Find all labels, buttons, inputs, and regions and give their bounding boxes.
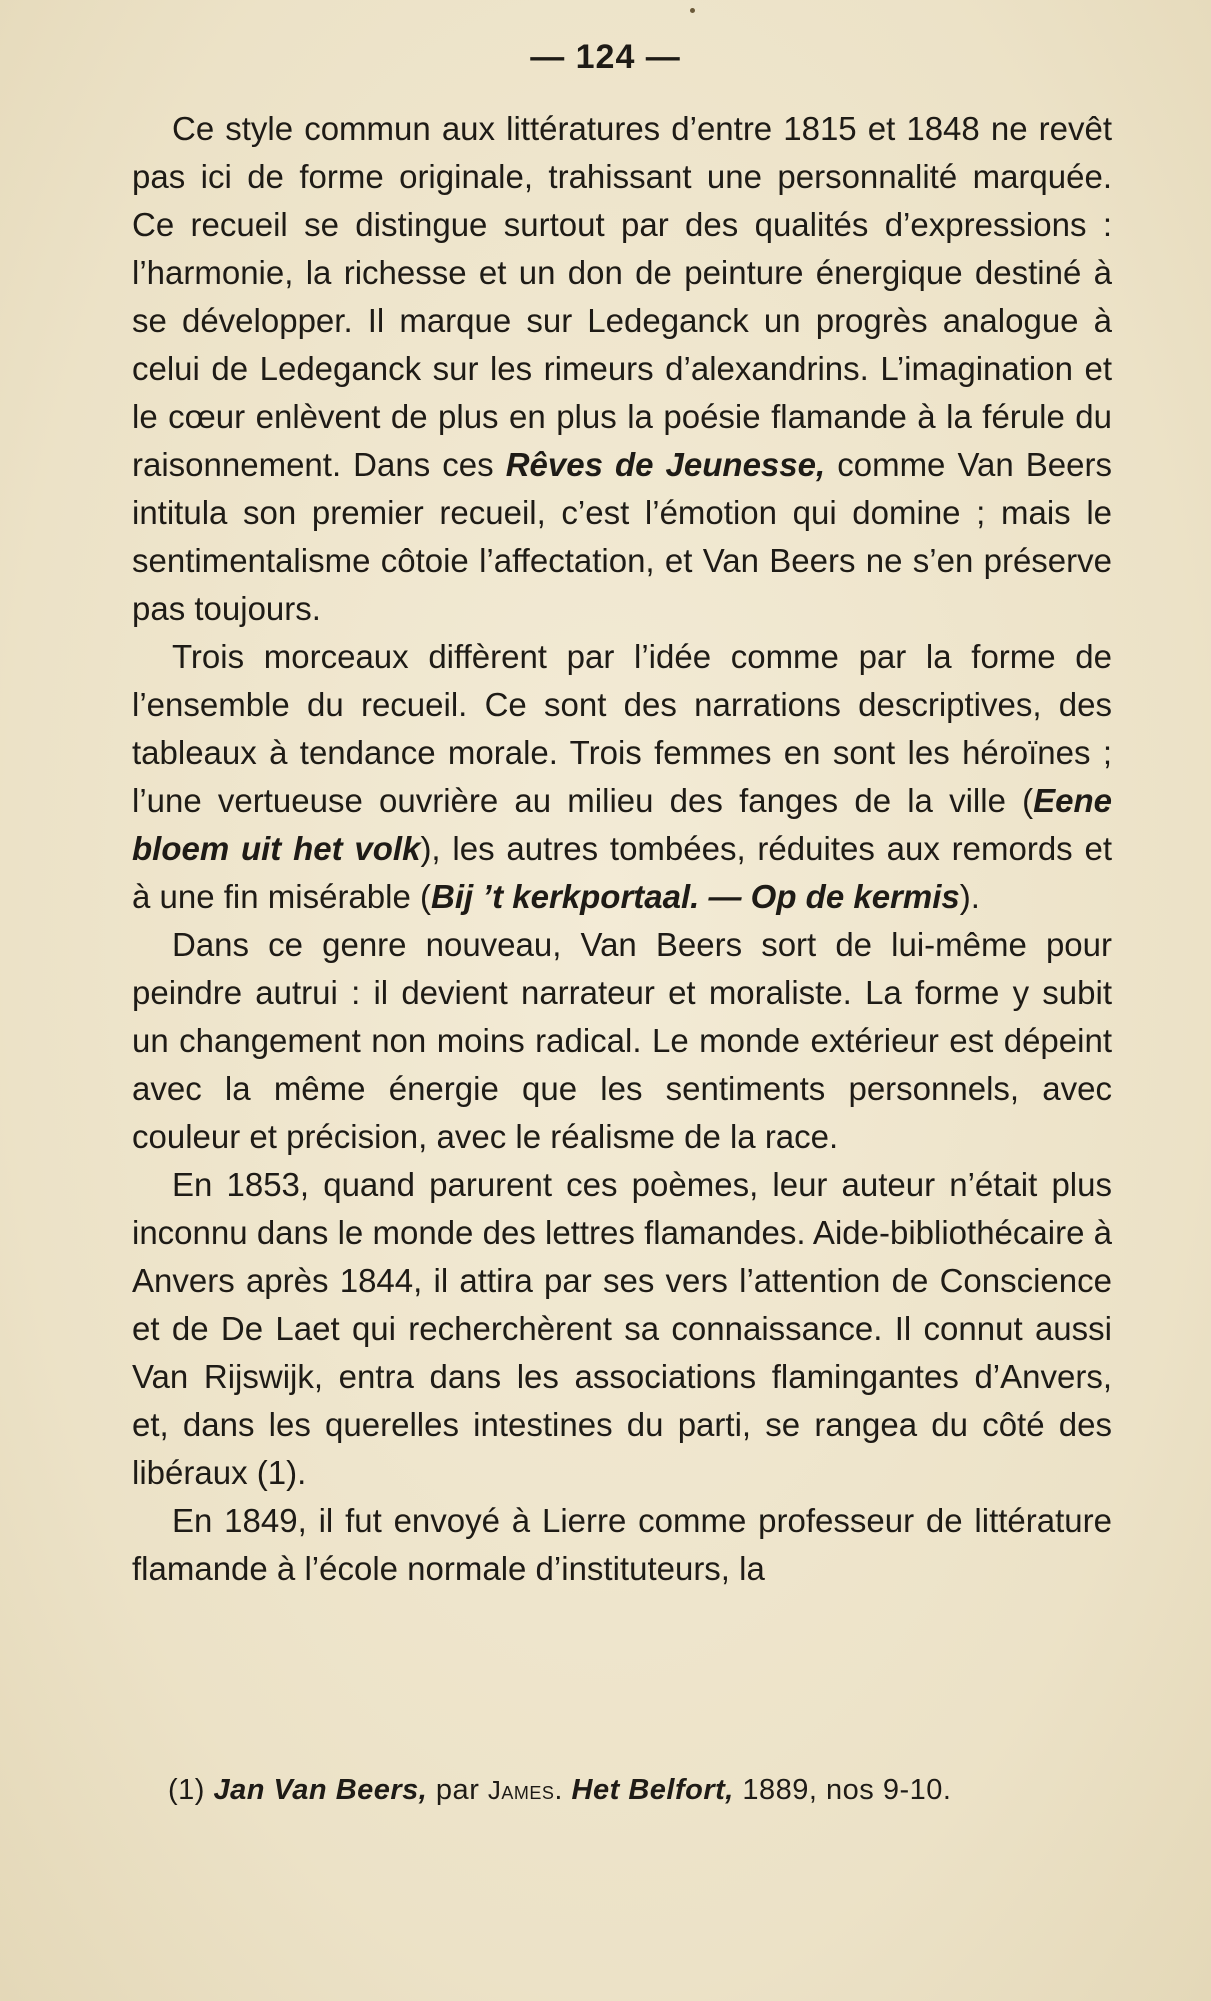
paragraph — [132, 1497, 1112, 1593]
text-run: . — [554, 1774, 572, 1806]
text-run: Dans ce genre nouveau, Van Beers sort de lui-même pour peindre autrui : il devient narrateur et moraliste. La forme y subit un changement non moins radical. Le monde extérieur est dépeint avec la même énergie que les sentiments personnels, avec couleur et précision, avec le réalisme de la race. — [132, 926, 1112, 1155]
text-run: 1889, nos 9-10. — [733, 1774, 952, 1806]
text-run: comme Van Beers intitula son premier recueil, c’est l’émotion qui domine ; mais le sentimentalisme côtoie l’affectation, et Van Beers ne s’en préserve pas toujours. — [132, 446, 1113, 627]
footnote — [168, 1772, 1128, 1808]
text-run: Trois morceaux diffèrent par l’idée comme par la forme de l’ensemble du recueil. Ce sont des narrations descriptives, des tableaux à tendance morale. Trois femmes en sont les héroïnes ; l’une vertueuse ouvrière au milieu des fanges de la ville ( — [132, 638, 1112, 819]
text-run: ). — [959, 878, 980, 915]
italic-title: Het Belfort, — [571, 1774, 734, 1806]
text-run: En 1853, quand parurent ces poèmes, leur auteur n’était plus inconnu dans le monde des lettres flamandes. Aide-bibliothécaire à Anvers après 1844, il attira par ses vers l’attention de Conscience et de De Laet qui recherchèrent sa connaissance. Il connut aussi Van Rijswijk, entra dans les associations flamingantes d’Anvers, et, dans les querelles intestines du parti, se rangea du côté des libéraux (1). — [132, 1166, 1112, 1491]
italic-title: Rêves de Jeunesse, — [505, 446, 826, 483]
page-number: — 124 — — [530, 38, 681, 76]
paragraph — [132, 105, 1112, 633]
paragraph — [132, 921, 1112, 1161]
italic-title: Eene bloem uit het volk — [132, 782, 1112, 867]
body-text — [132, 105, 1112, 1593]
paragraph — [132, 1161, 1112, 1497]
italic-title: Bij ’t kerkportaal. — Op de kermis — [430, 878, 960, 915]
text-run: ), les autres tombées, réduites aux remords et à une fin misérable ( — [132, 830, 1112, 915]
ink-speck — [690, 8, 695, 13]
italic-title: Jan Van Beers, — [213, 1774, 428, 1806]
text-run: En 1849, il fut envoyé à Lierre comme professeur de littérature flamande à l’école normale d’instituteurs, la — [132, 1502, 1112, 1587]
text-run: Ce style commun aux littératures d’entre 1815 et 1848 ne revêt pas ici de forme originale, trahissant une personnalité marquée. Ce recueil se distingue surtout par des qualités d’expressions : l’harmonie, la richesse et un don de peinture énergique destiné à se développer. Il marque sur Ledeganck un progrès analogue à celui de Ledeganck sur les rimeurs d’alexandrins. L’imagination et le cœur enlèvent de plus en plus la poésie flamande à la férule du raisonnement. Dans ces — [132, 110, 1112, 483]
paragraph — [132, 633, 1112, 921]
text-run: par — [427, 1774, 488, 1806]
text-run: James — [487, 1775, 555, 1805]
text-run: (1) — [168, 1774, 214, 1806]
